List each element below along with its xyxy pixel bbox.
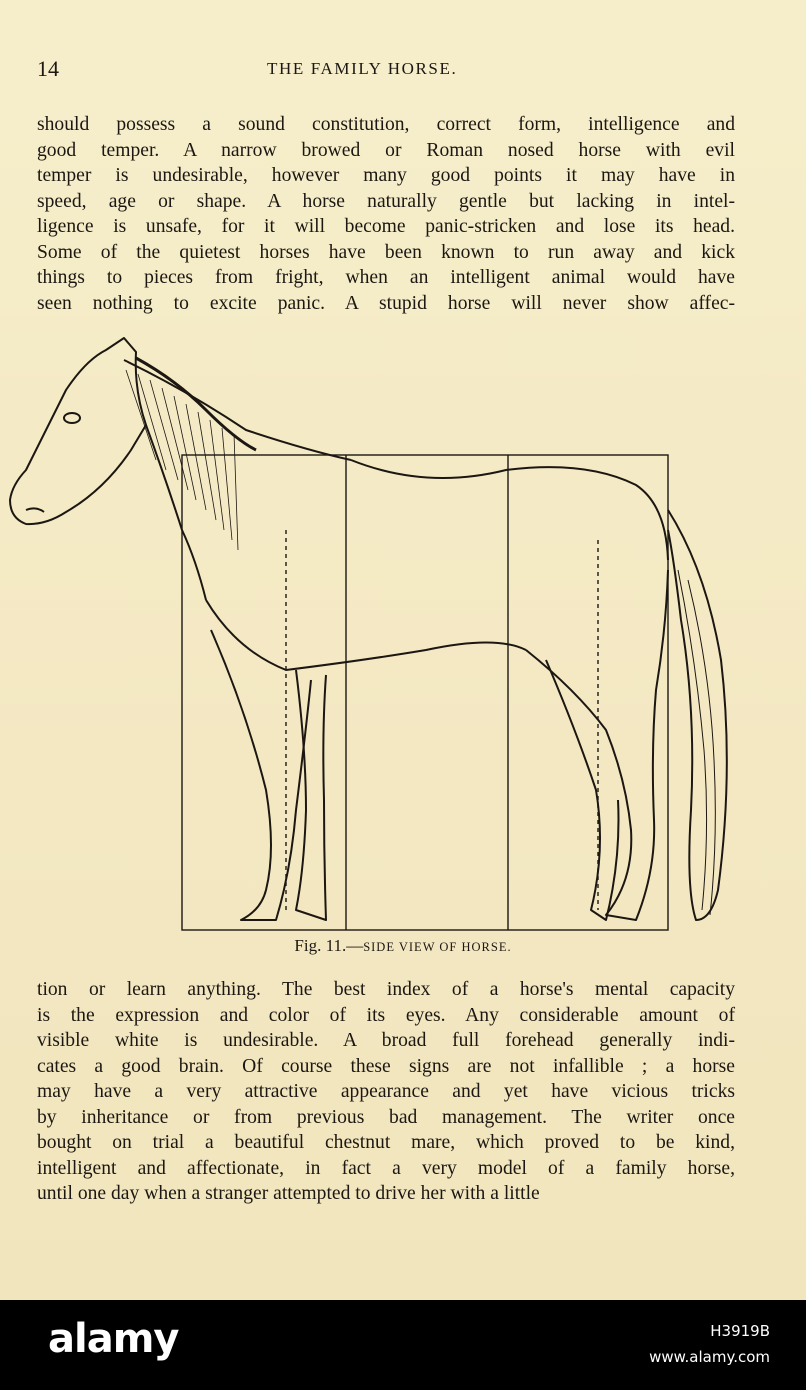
- figure-caption: [0, 936, 806, 956]
- page-header: [37, 56, 737, 86]
- site-url: www.alamy.com: [649, 1348, 770, 1366]
- text-line: Some of the quietest horses have been known to run away and kick: [37, 241, 735, 263]
- text-line: visible white is undesirable. A broad full forehead generally indi-: [37, 1030, 735, 1051]
- figure-label: Fig. 11.—: [294, 936, 364, 955]
- paragraph-top: [37, 112, 735, 316]
- paragraph-bottom: [37, 977, 735, 1207]
- image-id: H3919B: [710, 1322, 770, 1340]
- text-line: bought on trial a beautiful chestnut mare, which proved to be kind,: [37, 1132, 735, 1153]
- text-line: good temper. A narrow browed or Roman nosed horse with evil: [37, 139, 735, 161]
- text-line: intelligent and affectionate, in fact a very model of a family horse,: [37, 1157, 735, 1179]
- text-line: things to pieces from fright, when an intelligent animal would have: [37, 267, 735, 288]
- text-line: seen nothing to excite panic. A stupid horse will never show affec-: [37, 292, 735, 314]
- text-line: cates a good brain. Of course these signs are not infallible ; a horse: [37, 1055, 735, 1077]
- text-line: is the expression and color of its eyes. Any considerable amount of: [37, 1004, 735, 1026]
- text-line: ligence is unsafe, for it will become panic-stricken and lose its head.: [37, 216, 735, 237]
- page-number: 14: [37, 56, 59, 81]
- text-line: by inheritance or from previous bad management. The writer once: [37, 1106, 735, 1128]
- text-line: tion or learn anything. The best index of a horse's mental capacity: [37, 979, 735, 1000]
- figure-title: SIDE VIEW OF HORSE.: [363, 940, 512, 954]
- text-line: may have a very attractive appearance and yet have vicious tricks: [37, 1081, 735, 1102]
- horse-outline: [10, 338, 727, 920]
- horse-illustration: [6, 330, 746, 940]
- grid-frame: [182, 455, 668, 930]
- text-line: until one day when a stranger attempted to drive her with a little: [37, 1183, 540, 1204]
- text-line: temper is undesirable, however many good points it may have in: [37, 165, 735, 186]
- text-line: speed, age or shape. A horse naturally gentle but lacking in intel-: [37, 190, 735, 212]
- alamy-logo: alamy: [48, 1316, 179, 1362]
- running-head: THE FAMILY HORSE.: [267, 59, 458, 78]
- text-line: should possess a sound constitution, correct form, intelligence and: [37, 114, 735, 135]
- proportion-grid: [182, 455, 668, 930]
